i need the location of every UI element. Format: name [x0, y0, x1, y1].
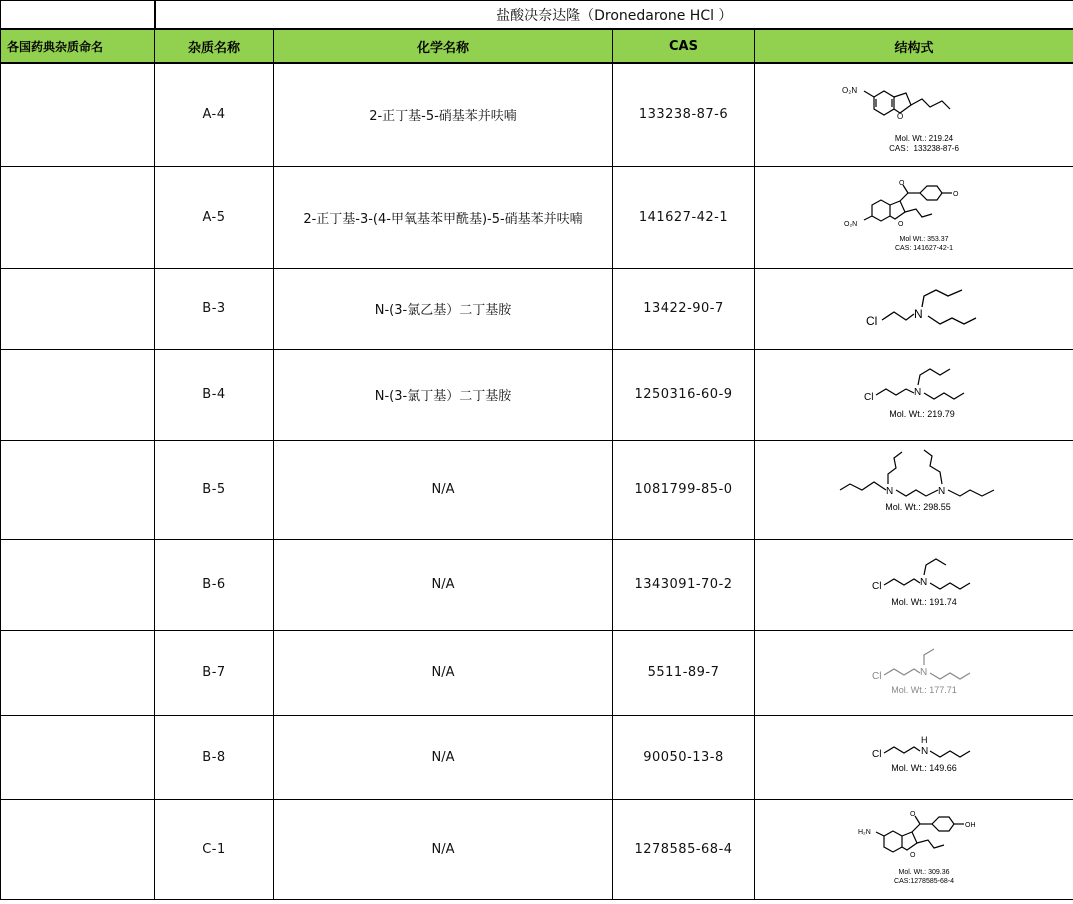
struct-caption-line: CAS：133238-87-6 [889, 143, 959, 153]
cell-impurity: C-1 [155, 799, 274, 899]
nitrobenzofuran-structure-icon [814, 69, 1014, 161]
cell-cas: 90050-13-8 [613, 715, 755, 799]
cell-pharmacopoeia [1, 166, 155, 268]
oxygen-label: O [910, 811, 916, 818]
cell-pharmacopoeia [1, 715, 155, 799]
cell-chemical: N/A [274, 539, 613, 630]
cell-structure [755, 166, 1073, 268]
cell-cas: 5511-89-7 [613, 630, 755, 715]
struct-caption-line: Mol. Wt.: 219.24 [894, 133, 954, 143]
struct-caption-line: Mol. Wt.: 219.79 [889, 408, 955, 419]
table-row [1, 349, 1073, 440]
struct-caption-line: CAS: 141627-42-1 [895, 245, 954, 252]
title-row [1, 1, 1073, 30]
nitrogen-label: N [938, 485, 946, 497]
aminobenzofuran-hydroxybenzoyl-structure-icon [814, 804, 1014, 894]
chloroethyl-dibutylamine-structure-icon [814, 274, 1014, 344]
oxygen-label: O [899, 180, 905, 187]
cell-impurity: A-4 [155, 63, 274, 166]
cell-structure [755, 799, 1073, 899]
cell-pharmacopoeia [1, 349, 155, 440]
chlorine-label: Cl [872, 580, 882, 592]
nitrogen-label: N [920, 666, 928, 678]
struct-caption-line: Mol. Wt.: 191.74 [891, 596, 957, 607]
chlorine-label: Cl [872, 749, 882, 760]
struct-caption-line: Mol. Wt.: 298.55 [885, 501, 951, 512]
cell-chemical: N/A [274, 440, 613, 539]
struct-caption-line: CAS:1278585-68-4 [894, 878, 954, 885]
table-row [1, 630, 1073, 715]
cell-impurity: B-8 [155, 715, 274, 799]
nitrogen-label: N [920, 576, 928, 588]
cell-pharmacopoeia [1, 440, 155, 539]
cell-impurity: B-3 [155, 268, 274, 349]
struct-caption-line: Mol. Wt.: 177.71 [891, 684, 957, 695]
methoxybenzoyl-benzofuran-structure-icon [814, 171, 1014, 263]
cell-cas: 1081799-85-0 [613, 440, 755, 539]
chloropropyl-butylamine-structure-icon [814, 721, 1014, 793]
amino-label: H₂N [858, 829, 871, 836]
cell-impurity: B-6 [155, 539, 274, 630]
cell-pharmacopoeia [1, 630, 155, 715]
cell-chemical: N/A [274, 799, 613, 899]
cell-structure [755, 63, 1073, 166]
tetrabutyl-propanediamine-structure-icon [814, 446, 1014, 534]
table-row [1, 63, 1073, 166]
cell-chemical: N/A [274, 630, 613, 715]
table-row [1, 539, 1073, 630]
cell-structure [755, 539, 1073, 630]
cell-cas: 1250316-60-9 [613, 349, 755, 440]
cell-pharmacopoeia [1, 799, 155, 899]
nitro-label: O₂N [842, 85, 858, 95]
header-row [1, 29, 1073, 63]
cell-structure [755, 715, 1073, 799]
cell-chemical: N-(3-氯丁基）二丁基胺 [274, 349, 613, 440]
table-row [1, 166, 1073, 268]
chlorobutyl-dibutylamine-structure-icon [814, 355, 1014, 435]
nitrogen-label: N [914, 386, 922, 398]
cell-structure [755, 440, 1073, 539]
oxygen-label: O [953, 191, 959, 198]
cell-chemical: 2-正丁基-3-(4-甲氧基苯甲酰基)-5-硝基苯并呋喃 [274, 166, 613, 268]
header-impurity: 杂质名称 [155, 29, 274, 63]
struct-caption-line: Mol. Wt.: 149.66 [891, 763, 957, 773]
cell-chemical: N-(3-氯乙基）二丁基胺 [274, 268, 613, 349]
cell-impurity: A-5 [155, 166, 274, 268]
cell-pharmacopoeia [1, 268, 155, 349]
oxygen-label: O [897, 111, 904, 121]
cell-impurity: B-4 [155, 349, 274, 440]
cell-pharmacopoeia [1, 63, 155, 166]
cell-structure [755, 268, 1073, 349]
oxygen-label: O [898, 221, 904, 228]
chlorine-label: Cl [866, 313, 878, 328]
nitrogen-label: N [914, 306, 923, 321]
cell-cas: 1343091-70-2 [613, 539, 755, 630]
struct-caption-line: Mol. Wt.: 309.36 [898, 869, 950, 876]
oxygen-label: O [910, 852, 916, 859]
header-pharmacopoeia: 各国药典杂质命名 [1, 29, 155, 63]
cell-structure [755, 349, 1073, 440]
table-row [1, 268, 1073, 349]
cell-impurity: B-7 [155, 630, 274, 715]
table-row [1, 715, 1073, 799]
chloropropyl-butylethylamine-structure-icon [814, 635, 1014, 711]
cell-cas: 1278585-68-4 [613, 799, 755, 899]
chlorine-label: Cl [872, 670, 882, 682]
title-blank-cell [1, 1, 155, 30]
table-row [1, 440, 1073, 539]
header-chemical: 化学名称 [274, 29, 613, 63]
nitrogen-label: N [921, 746, 929, 757]
cell-cas: 141627-42-1 [613, 166, 755, 268]
chlorine-label: Cl [864, 391, 874, 403]
cell-impurity: B-5 [155, 440, 274, 539]
hydroxy-label: OH [965, 822, 976, 829]
nitrogen-label: N [886, 485, 894, 497]
cell-chemical: N/A [274, 715, 613, 799]
nitro-label: O₂N [844, 221, 858, 228]
table-row [1, 799, 1073, 899]
cell-pharmacopoeia [1, 539, 155, 630]
struct-caption-line: Mol Wt.: 353.37 [899, 236, 949, 243]
header-cas: CAS [613, 29, 755, 63]
cell-cas: 13422-90-7 [613, 268, 755, 349]
cell-cas: 133238-87-6 [613, 63, 755, 166]
cell-structure [755, 630, 1073, 715]
table-title: 盐酸决奈达隆（Dronedarone HCl ） [155, 1, 1073, 30]
header-structure: 结构式 [755, 29, 1073, 63]
cell-chemical: 2-正丁基-5-硝基苯并呋喃 [274, 63, 613, 166]
hydrogen-label: H [921, 735, 928, 745]
chloropropyl-butylpropylamine-structure-icon [814, 545, 1014, 625]
